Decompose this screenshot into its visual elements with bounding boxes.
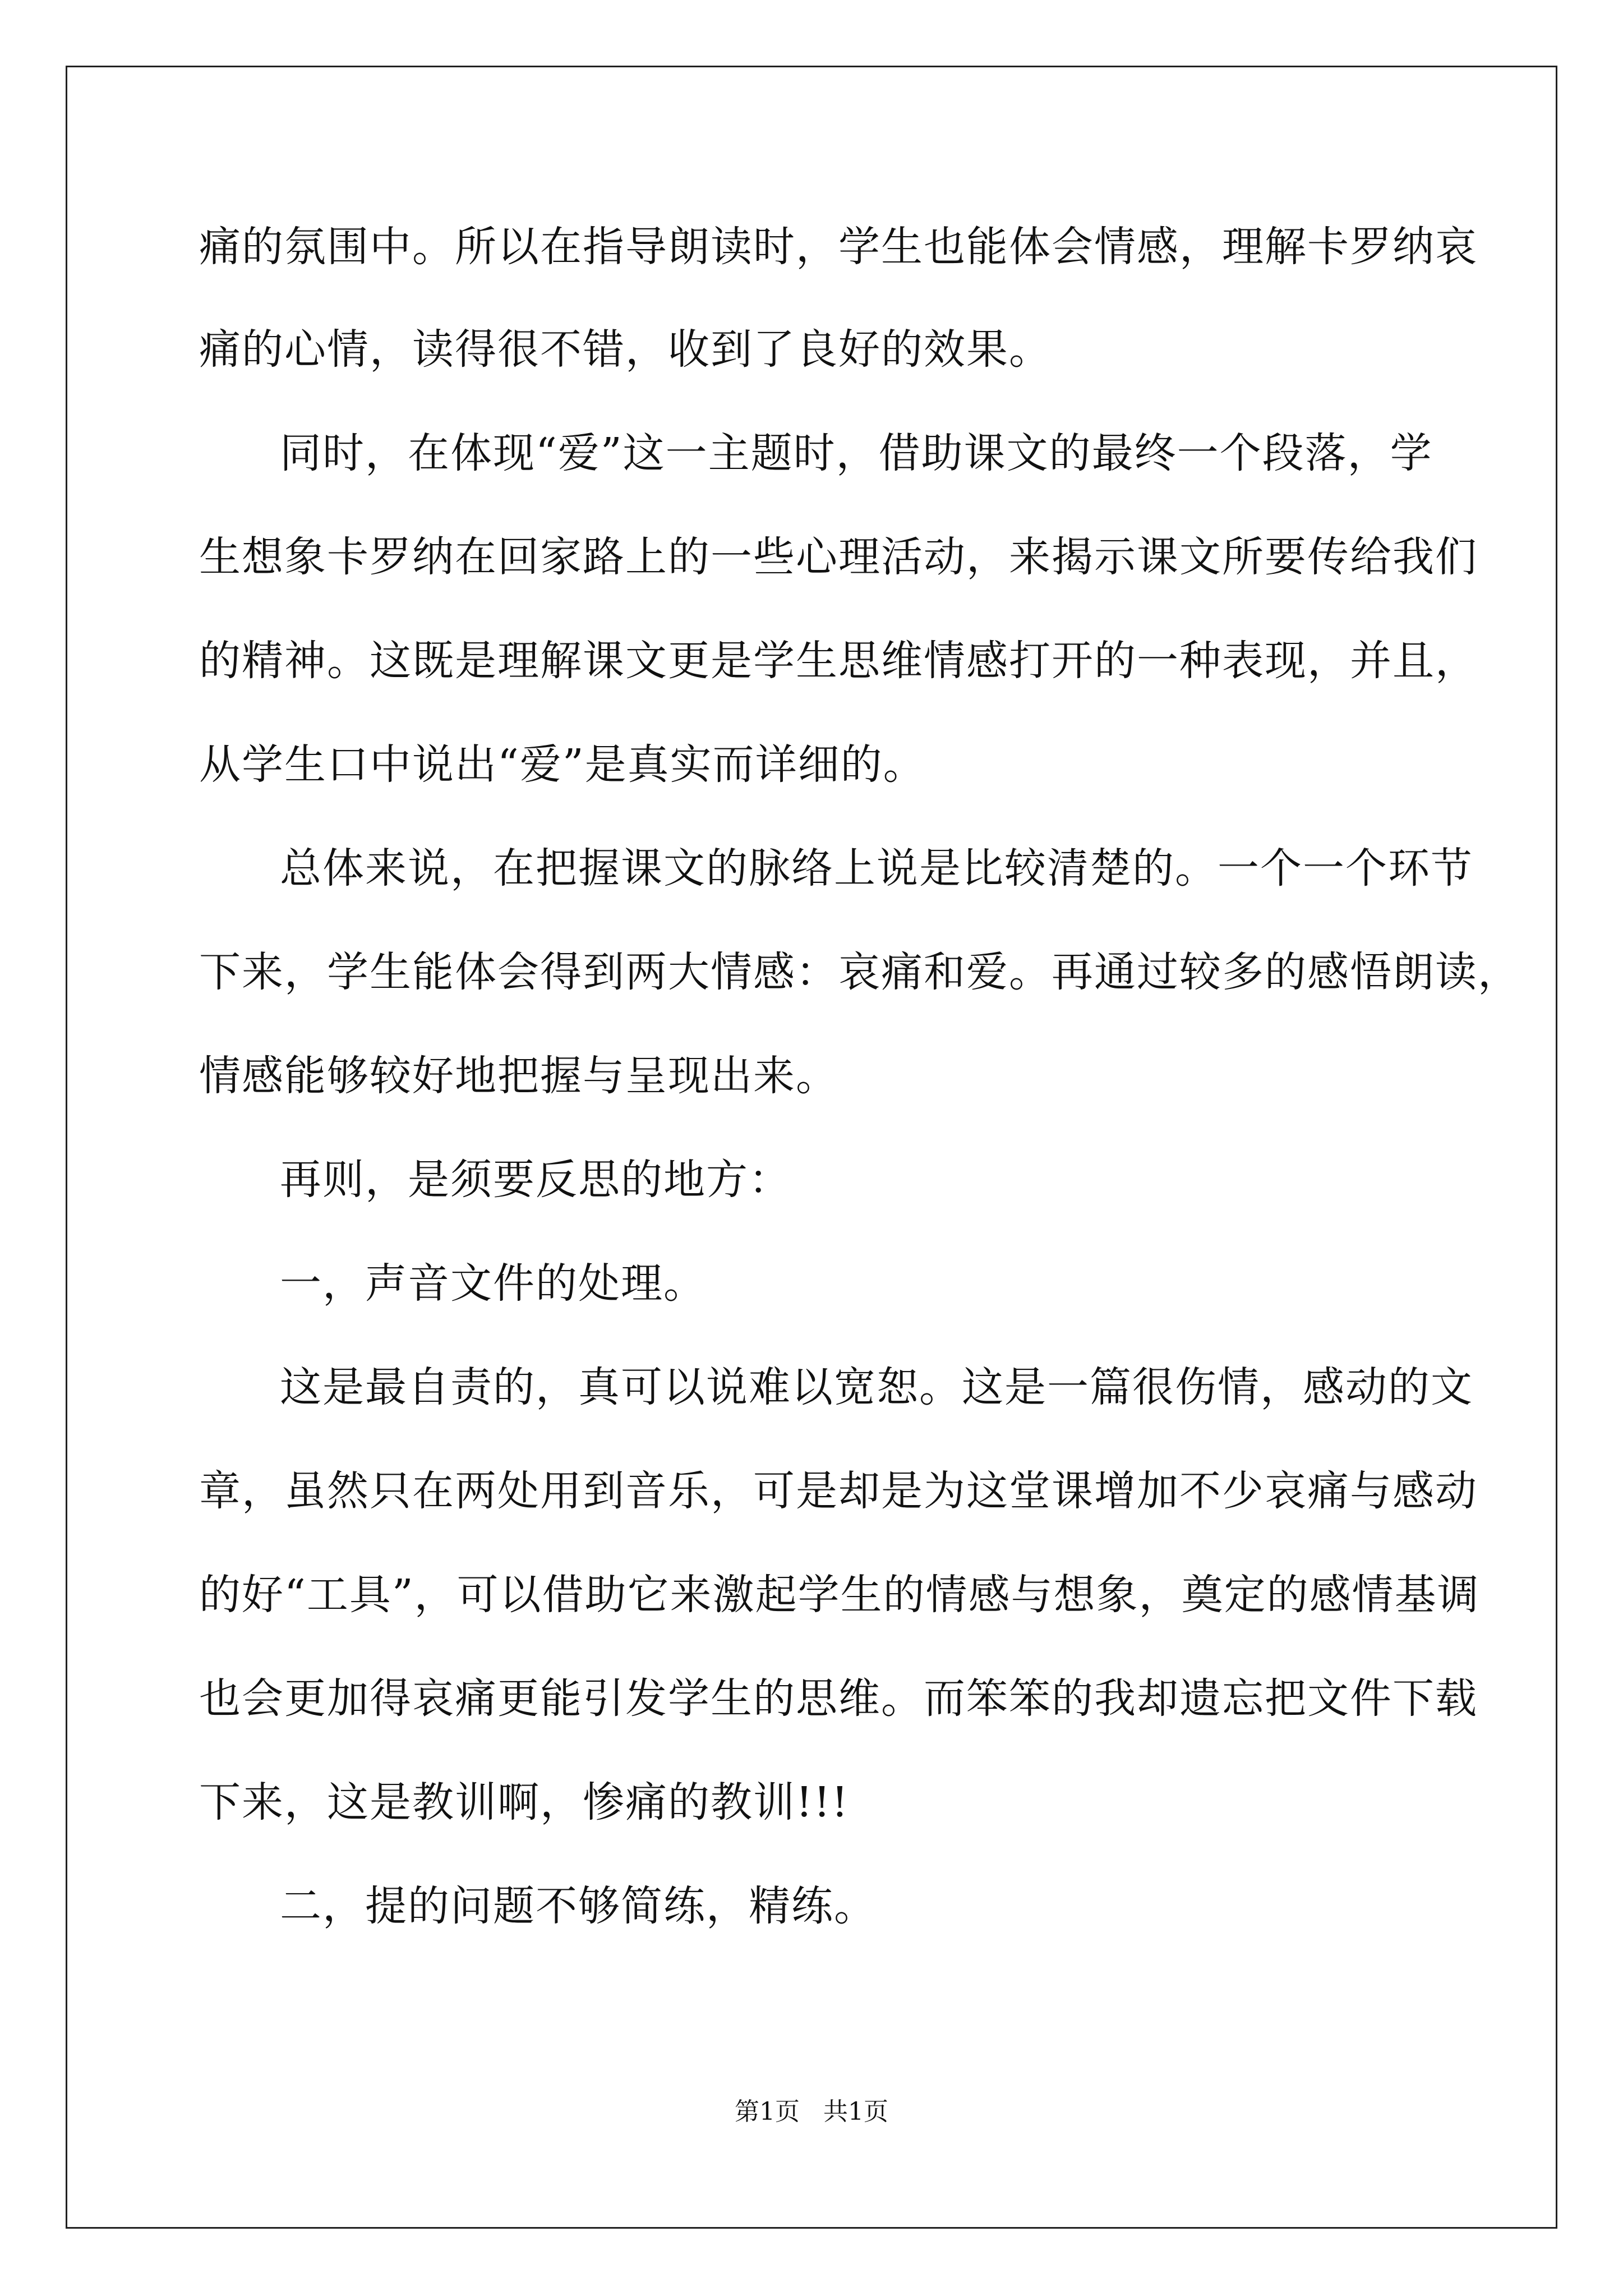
text-line: 生想象卡罗纳在回家路上的一些心理活动，来揭示课文所要传给我们 xyxy=(199,533,1478,581)
text-line: 的好“工具”，可以借助它来激起学生的情感与想象，奠定的感情基调 xyxy=(199,1571,1480,1619)
text-line: 也会更加得哀痛更能引发学生的思维。而笨笨的我却遗忘把文件下载 xyxy=(199,1674,1478,1723)
page-number-footer: 第1页 共1页 xyxy=(735,2097,888,2126)
text-line: 一，声音文件的处理。 xyxy=(280,1259,706,1308)
text-line: 这是最自责的，真可以说难以宽恕。这是一篇很伤情，感动的文 xyxy=(280,1363,1473,1411)
text-line: 的精神。这既是理解课文更是学生思维情感打开的一种表现，并且， xyxy=(199,637,1478,685)
text-line: 痛的心情，读得很不错，收到了良好的效果。 xyxy=(199,325,1052,374)
text-line: 痛的氛围中。所以在指导朗读时，学生也能体会情感，理解卡罗纳哀 xyxy=(199,223,1478,271)
text-line: 章，虽然只在两处用到音乐，可是却是为这堂课增加不少哀痛与感动 xyxy=(199,1467,1478,1515)
text-line: 总体来说，在把握课文的脉络上说是比较清楚的。一个一个环节 xyxy=(280,844,1473,892)
text-line: 再则，是须要反思的地方： xyxy=(280,1156,791,1204)
text-line: 从学生口中说出“爱”是真实而详细的。 xyxy=(199,740,926,789)
text-line: 下来，学生能体会得到两大情感：哀痛和爱。再通过较多的感悟朗读， xyxy=(199,948,1520,996)
text-line: 下来，这是教训啊，惨痛的教训!!! xyxy=(199,1778,850,1826)
text-line: 情感能够较好地把握与呈现出来。 xyxy=(199,1052,838,1100)
text-line: 同时，在体现“爱”这一主题时，借助课文的最终一个段落，学 xyxy=(280,429,1433,477)
text-line: 二，提的问题不够简练，精练。 xyxy=(280,1882,877,1930)
